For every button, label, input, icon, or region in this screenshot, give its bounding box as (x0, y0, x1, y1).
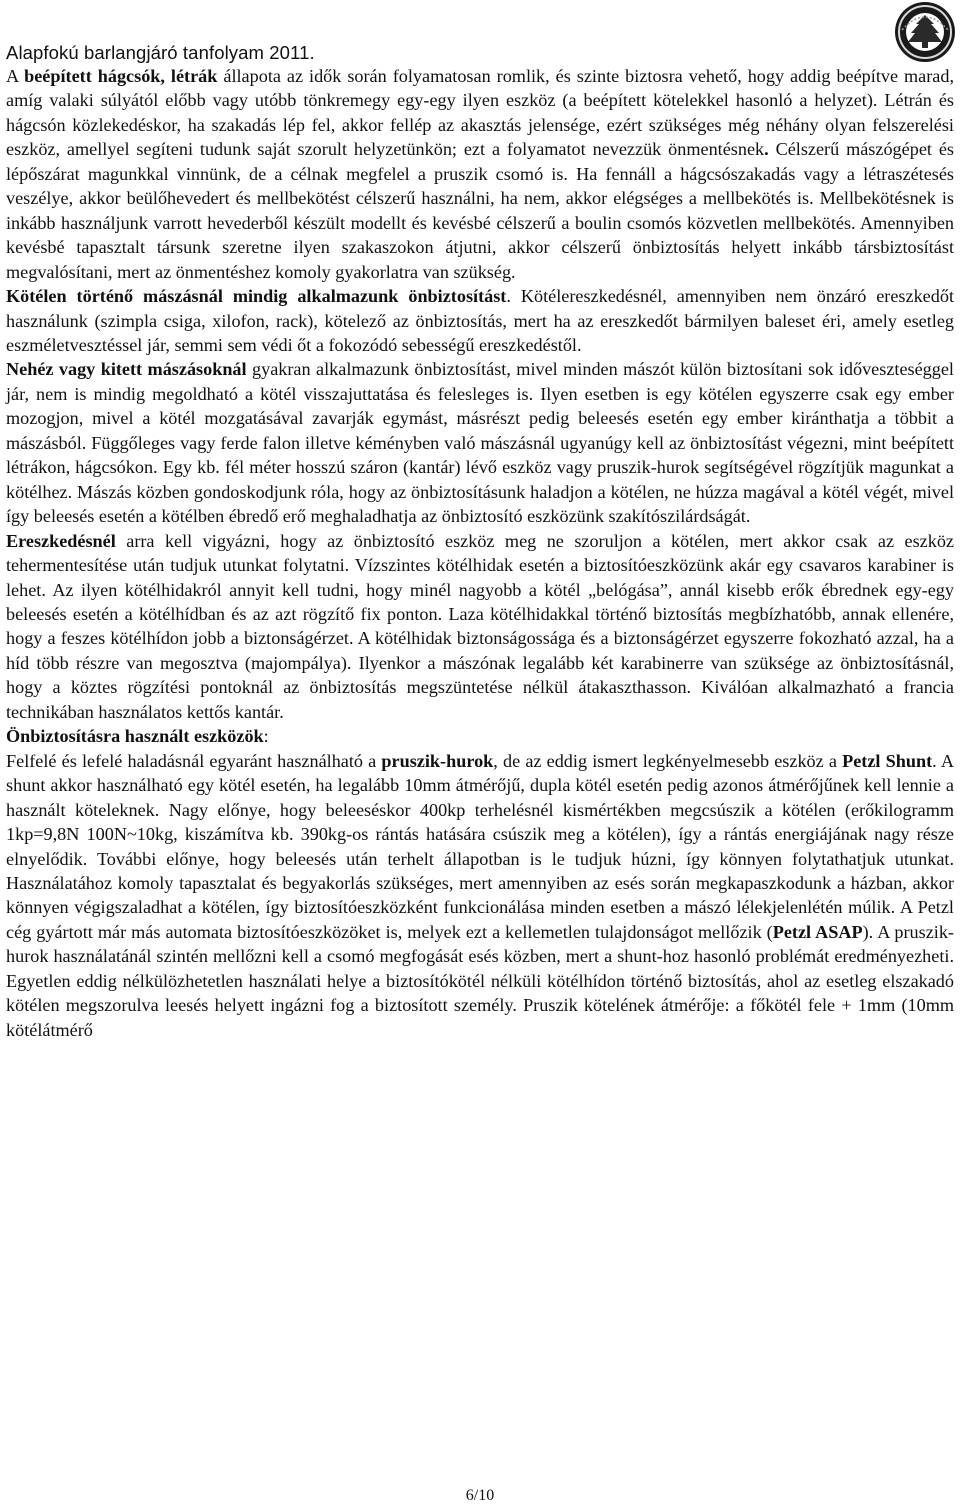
text-run: : (263, 726, 269, 747)
paragraph (6, 284, 954, 357)
text-run: gyakran alkalmazunk önbiztosítást, mivel minden mászót külön biztosítani sok időveszteséggel jár, nem is mindig megoldható a kötél visszajuttatása és felesleges is. Ilyen esetben is egy kötélen egyszerre csak egy ember mozogjon, mivel a kötél mozgatásával zavarják egymást, másrészt pedig beleesés esetén egy ember kiránthatja a többit a mászásból. Függőleges vagy ferde falon illetve kéményben való mászásnál ugyanúgy kell az önbiztosítást végezni, mint beépített létrákon, hágcsókon. Egy kb. fél méter hosszú száron (kantár) lévő eszköz vagy pruszik-hurok segítségével rögzítjük magunkat a kötélhez. Mászás közben gondoskodjunk róla, hogy az önbiztosításunk haladjon a kötélen, ne húzza magával a kötél végét, mivel így beleesés esetén a kötélben ébredő erő meghaladhatja az önbiztosító eszközünk szakítószilárdságát. (6, 359, 954, 527)
paragraph (6, 724, 954, 748)
bold-text-run: beépített hágcsók, létrák (24, 66, 218, 86)
bold-text-run: Petzl ASAP (772, 921, 863, 942)
text-run: A (6, 66, 25, 86)
bold-text-run: Ereszkedésnél (6, 530, 116, 551)
text-run: állapota az idők során folyamatosan romlik, és szinte biztosra vehető, hogy addig beépítve marad, amíg valaki súlyától előbb vagy utóbb tönkremegy egy-egy ilyen eszköz (a beépített kötelekkel hasonló a helyzet). Létrán és hágcsón közlekedéskor, ha szakadás lép fel, akkor fellép az akasztás jelensége, ezért szükséges még néhány olyan felszerelési eszköz, amellyel segíteni tudunk saját szorult helyzetünkön; ezt a folyamatot nevezzük önmentésnek (6, 66, 955, 160)
text-run: . A shunt akkor használható egy kötél esetén, ha legalább 10mm átmérőjű, dupla kötél esetén pedig azonos átmérőjűnek kell lennie a használt köteleknek. Nagy előnye, hogy beleeséskor 400kp terhelésnél kismértékben megcsúszik a kötélen (erőkilogramm 1kp=9,8N 100N~10kg, kiszámítva kb. 390kg-os rántás hatására csúszik meg a kötélen), így a rántás energiájának nagy része elnyelődik. További előnye, hogy beleesés után terhelt állapotban is le tudjuk húzni, így könnyen folytathatjuk utunkat. Használatához komoly tapasztalat és begyakorlás szükséges, mert amennyiben az esés során megkapaszkodunk a házban, akkor könnyen végigszaladhat a kötélen, így biztosítóeszközként funkcionálása minden esetben a mászó lélekjelenlétén múlik. A Petzl cég gyártott már más automata biztosítóeszközöket is, melyek ezt a kellemetlen tulajdonságot mellőzik ( (6, 750, 954, 942)
text-run: arra kell vigyázni, hogy az önbiztosító eszköz meg ne szoruljon a kötélen, mert akkor csak az eszköz tehermentesítése után tudjuk utunkat folytatni. Vízszintes kötélhidak esetén a biztosítóeszközünk akár egy csavaros karabiner is lehet. Az ilyen kötélhidakról annyit kell tudni, hogy minél nagyobb a kötél „belógása”, annál kisebb erők ébrednek egy-egy beleesés esetén a kötélhídban és az azt rögzítő fix ponton. Laza kötélhidakkal történő biztosítás megbízhatóbb, annak ellenére, hogy a feszes kötélhídon jobb a biztonságérzet. A kötélhidak biztonságossága és a biztonságérzet egyszerre fokozható azzal, ha a híd több részre van megosztva (majompálya). Ilyenkor a mászónak legalább két karabinerre van szüksége az önbiztosításnál, hogy a köztes rögzítési pontoknál az önbiztosítás megszüntetése nélkül átakaszthasson. Kiválóan alkalmazható a francia technikában használatos kettős kantár. (6, 530, 954, 722)
bold-text-run: Nehéz vagy kitett mászásoknál (6, 359, 247, 380)
text-run: Célszerű mászógépet és lépőszárat magunkkal vinnünk, de a célnak megfelel a pruszik csomó is. Ha fennáll a hágcsószakadás vagy a létraszétesés veszélye, akkor beülőhevedert és mellbekötést célszerű használni, ha nem, akkor elégséges a mellbekötés is. Mellbekötésnek is inkább használjunk varrott hevederből készült modellt és kevésbé célszerű a boulin csomós közvetlen mellbekötés. Amennyiben kevésbé tapasztalt társunk szeretne ilyen szakaszokon átjutni, akkor célszerű önbiztosítás helyett inkább társbiztosítást megvalósítani, mert az önmentéshez komoly gyakorlatra van szükség. (6, 139, 954, 282)
paragraph (6, 529, 954, 725)
text-run: , de az eddig ismert legkényelmesebb eszköz a (493, 750, 843, 771)
paragraph (6, 357, 954, 528)
document-header: Alapfokú barlangjáró tanfolyam 2011. (6, 42, 315, 63)
bold-text-run: Önbiztosításra használt eszközök (6, 726, 264, 747)
page-number: 6/10 (465, 1487, 495, 1504)
text-run: . Kötélereszkedésnél, amennyiben nem önzáró ereszkedőt használunk (szimpla csiga, xilofon, rack), kötelező az önbiztosítás, mert ha az ereszkedőt bármilyen baleset éri, amely esetleg eszméletvesztéssel jár, semmi sem védi őt a fokozódó sebességű ereszkedéstől. (6, 286, 954, 355)
text-run: Felfelé és lefelé haladásnál egyaránt használható a (6, 750, 382, 771)
bold-text-run: Kötélen történő mászásnál mindig alkalmazunk önbiztosítást (6, 286, 507, 307)
paragraph (6, 64, 954, 284)
club-emblem-icon (892, 0, 958, 64)
bold-text-run: . (764, 139, 769, 160)
paragraph (6, 749, 954, 1042)
document-body (6, 64, 954, 1042)
text-run: ). A pruszik-hurok használatánál szintén mellőzni kell a csomó megfogását esés közben, mert a shunt-hoz hasonló problémát eredményezheti. Egyetlen eddig nélkülözhetetlen használati helye a biztosítókötél nélküli kötélhídon történő biztosítás, ahol az esetleg elszakadó kötélen megszorulva leesés helyett ingázni fog a biztosított személy. Pruszik kötelének átmérője: a főkötél fele + 1mm (10mm kötélátmérő (6, 921, 954, 1040)
bold-text-run: pruszik-hurok (381, 750, 494, 771)
bold-text-run: Petzl Shunt (842, 750, 933, 771)
